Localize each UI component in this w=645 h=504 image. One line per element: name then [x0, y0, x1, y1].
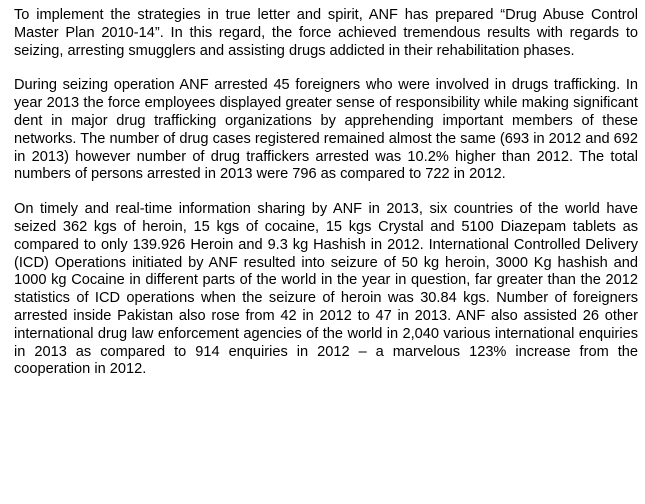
paragraph-master-plan: To implement the strategies in true letter and spirit, ANF has prepared “Drug Abuse Control Master Plan 2010-14”. In this regard, the force achieved tremendous results with regards to seizing, arresting smugglers and assisting drugs addicted in their rehabilitation phases. — [14, 7, 638, 59]
paragraph-seizing-operations: During seizing operation ANF arrested 45 foreigners who were involved in drugs trafficking. In year 2013 the force employees displayed greater sense of responsibility while making significant dent in major drug trafficking organizations by apprehending important members of these networks. The number of drug cases registered remained almost the same (693 in 2012 and 692 in 2013) however number of drug traffickers arrested was 10.2% higher than 2012. The total numbers of persons arrested in 2013 were 796 as compared to 722 in 2012. — [14, 77, 638, 183]
paragraph-information-sharing: On timely and real-time information sharing by ANF in 2013, six countries of the world have seized 362 kgs of heroin, 15 kgs of cocaine, 15 kgs Crystal and 5100 Diazepam tablets as compared to only 139.926 Heroin and 9.3 kg Hashish in 2012. International Controlled Delivery (ICD) Operations initiated by ANF resulted into seizure of 50 kg heroin, 3000 Kg hashish and 1000 kg Cocaine in different parts of the world in the year in question, far greater than the 2012 statistics of ICD operations when the seizure of heroin was 30.84 kgs. Number of foreigners arrested inside Pakistan also rose from 42 in 2012 to 47 in 2013. ANF also assisted 26 other international drug law enforcement agencies of the world in 2,040 various international enquiries in 2013 as compared to 914 enquiries in 2012 – a marvelous 123% increase from the cooperation in 2012. — [14, 201, 638, 378]
document-body — [14, 7, 638, 379]
